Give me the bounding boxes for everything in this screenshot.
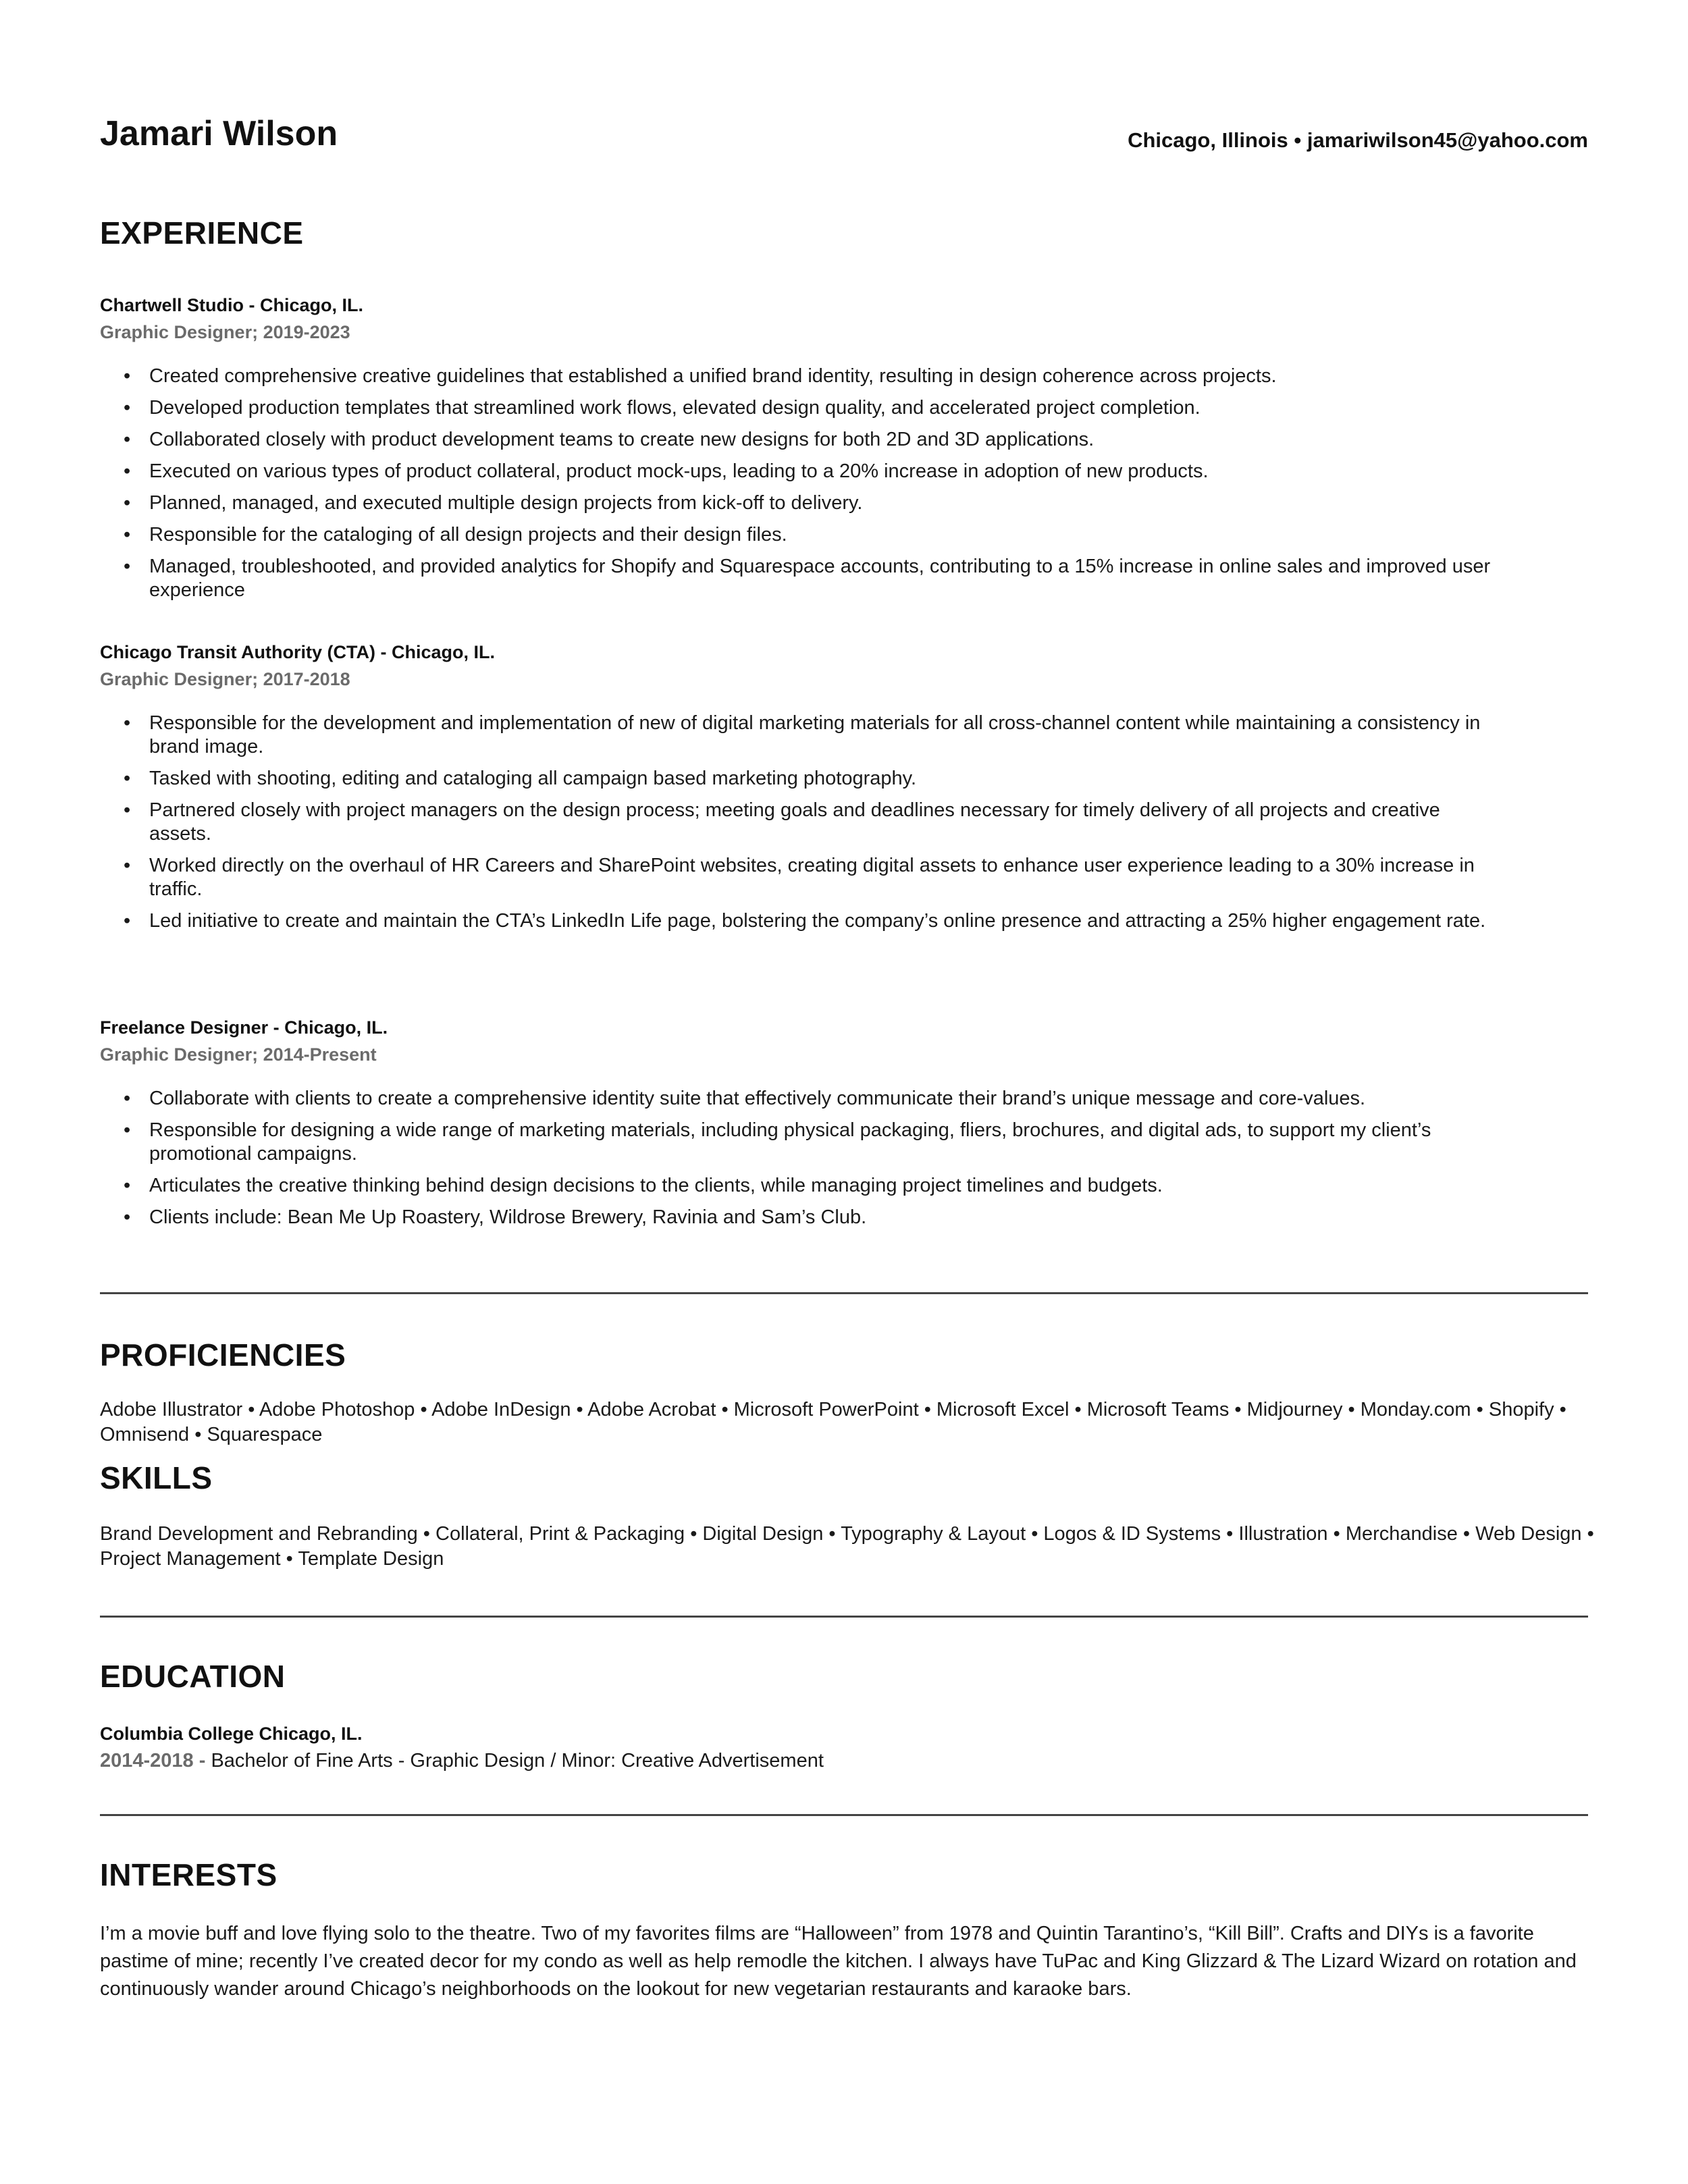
bullet-item [100,1206,1491,1229]
school-name: Columbia College Chicago, IL. [100,1724,363,1744]
bullet-item [100,1119,1491,1166]
job-role: Graphic Designer; 2014-Present [100,1044,377,1065]
bullet-item [100,460,1491,483]
bullet-text: Led initiative to create and maintain the CTA’s LinkedIn Life page, bolstering the company’s online presence and attracting a 25% higher engagement rate. [149,910,1486,932]
job-title: Chartwell Studio - Chicago, IL. [100,295,364,315]
bullet-icon: • [124,855,131,876]
bullet-icon: • [124,910,131,932]
section-divider [100,1292,1588,1294]
bullet-item [100,767,1491,791]
bullet-text: Managed, troubleshooted, and provided analytics for Shopify and Squarespace accounts, contributing to a 15% increase in online sales and improved user experience [149,556,1491,601]
bullet-item [100,854,1491,901]
bullet-item [100,1087,1491,1111]
bullet-text: Tasked with shooting, editing and cataloging all campaign based marketing photography. [149,768,917,789]
degree-line [100,1747,1491,1774]
proficiencies-heading: PROFICIENCIES [100,1337,346,1373]
section-divider [100,1616,1588,1618]
bullet-icon: • [124,1119,131,1141]
job-bullets [100,712,1491,933]
section-divider [100,1814,1588,1816]
bullet-text: Developed production templates that streamlined work flows, elevated design quality, and accelerated project completion. [149,397,1201,419]
bullet-icon: • [124,1175,131,1196]
job-entry [100,292,1491,610]
bullet-text: Partnered closely with project managers on the design process; meeting goals and deadlines necessary for timely delivery of all projects and creative assets. [149,799,1440,845]
bullet-icon: • [124,429,131,450]
bullet-item [100,523,1491,547]
bullet-icon: • [124,768,131,789]
bullet-text: Responsible for designing a wide range of marketing materials, including physical packaging, fliers, brochures, and digital ads, to support my client’s promotional campaigns. [149,1119,1431,1165]
bullet-text: Collaborate with clients to create a comprehensive identity suite that effectively communicate their brand’s unique message and core-values. [149,1088,1366,1109]
candidate-name: Jamari Wilson [100,114,338,153]
bullet-icon: • [124,524,131,545]
education-entry [100,1720,1491,1774]
education-heading: EDUCATION [100,1659,286,1694]
contact-info: Chicago, Illinois • jamariwilson45@yahoo.com [1128,128,1588,152]
job-bullets [100,1087,1491,1229]
bullet-text: Collaborated closely with product development teams to create new designs for both 2D and 3D applications. [149,429,1094,450]
job-role: Graphic Designer; 2017-2018 [100,669,350,689]
bullet-text: Worked directly on the overhaul of HR Careers and SharePoint websites, creating digital assets to enhance user experience leading to a 30% increase in traffic. [149,855,1475,900]
bullet-text: Responsible for the cataloging of all design projects and their design files. [149,524,787,545]
bullet-item [100,555,1491,602]
interests-text: I’m a movie buff and love flying solo to the theatre. Two of my favorites films are “Halloween” from 1978 and Quintin Tarantino’s, “Kill Bill”. Crafts and DIYs is a favorite pastime of mine; recently I’ve created decor for my condo as well as help remodle the kitchen. I always have TuPac and King Glizzard & The Lizard Wizard on rotation and continuously wander around Chicago’s neighborhoods on the lookout for new vegetarian restaurants and karaoke bars. [100,1923,1577,2000]
job-entry [100,639,1491,941]
bullet-text: Responsible for the development and implementation of new of digital marketing materials for all cross-channel content while maintaining a consistency in brand image. [149,712,1481,757]
job-entry [100,1014,1491,1237]
interests-heading: INTERESTS [100,1857,278,1892]
bullet-icon: • [124,712,131,734]
resume-header [100,113,1588,161]
bullet-icon: • [124,397,131,419]
skills-heading: SKILLS [100,1460,213,1495]
bullet-item [100,428,1491,452]
bullet-item [100,491,1491,515]
bullet-icon: • [124,492,131,514]
education-years: 2014-2018 - [100,1750,206,1772]
bullet-icon: • [124,1088,131,1109]
bullet-icon: • [124,799,131,821]
bullet-item [100,712,1491,759]
bullet-item [100,799,1491,846]
bullet-item [100,396,1491,420]
proficiencies-list: Adobe Illustrator • Adobe Photoshop • Adobe InDesign • Adobe Acrobat • Microsoft PowerPoint • Microsoft Excel • Microsoft Teams • Midjourney • Monday.com • Shopify • Omnisend • Squarespace [100,1399,1566,1445]
experience-heading: EXPERIENCE [100,215,304,250]
job-title: Chicago Transit Authority (CTA) - Chicago, IL. [100,642,495,662]
job-title: Freelance Designer - Chicago, IL. [100,1017,388,1038]
bullet-text: Clients include: Bean Me Up Roastery, Wildrose Brewery, Ravinia and Sam’s Club. [149,1206,867,1228]
bullet-text: Created comprehensive creative guidelines that established a unified brand identity, resulting in design coherence across projects. [149,365,1277,387]
job-role: Graphic Designer; 2019-2023 [100,322,350,342]
bullet-text: Executed on various types of product collateral, product mock-ups, leading to a 20% increase in adoption of new products. [149,460,1209,482]
bullet-item [100,909,1491,933]
bullet-item [100,1174,1491,1198]
bullet-icon: • [124,365,131,387]
degree-text: Bachelor of Fine Arts - Graphic Design / Minor: Creative Advertisement [205,1750,824,1772]
bullet-text: Planned, managed, and executed multiple design projects from kick-off to delivery. [149,492,863,514]
bullet-item [100,365,1491,388]
bullet-text: Articulates the creative thinking behind design decisions to the clients, while managing project timelines and budgets. [149,1175,1163,1196]
job-bullets [100,365,1491,602]
skills-list: Brand Development and Rebranding • Collateral, Print & Packaging • Digital Design • Typography & Layout • Logos & ID Systems • Illustration • Merchandise • Web Design • Project Management • Template Design [100,1523,1594,1570]
bullet-icon: • [124,1206,131,1228]
bullet-icon: • [124,460,131,482]
bullet-icon: • [124,556,131,577]
